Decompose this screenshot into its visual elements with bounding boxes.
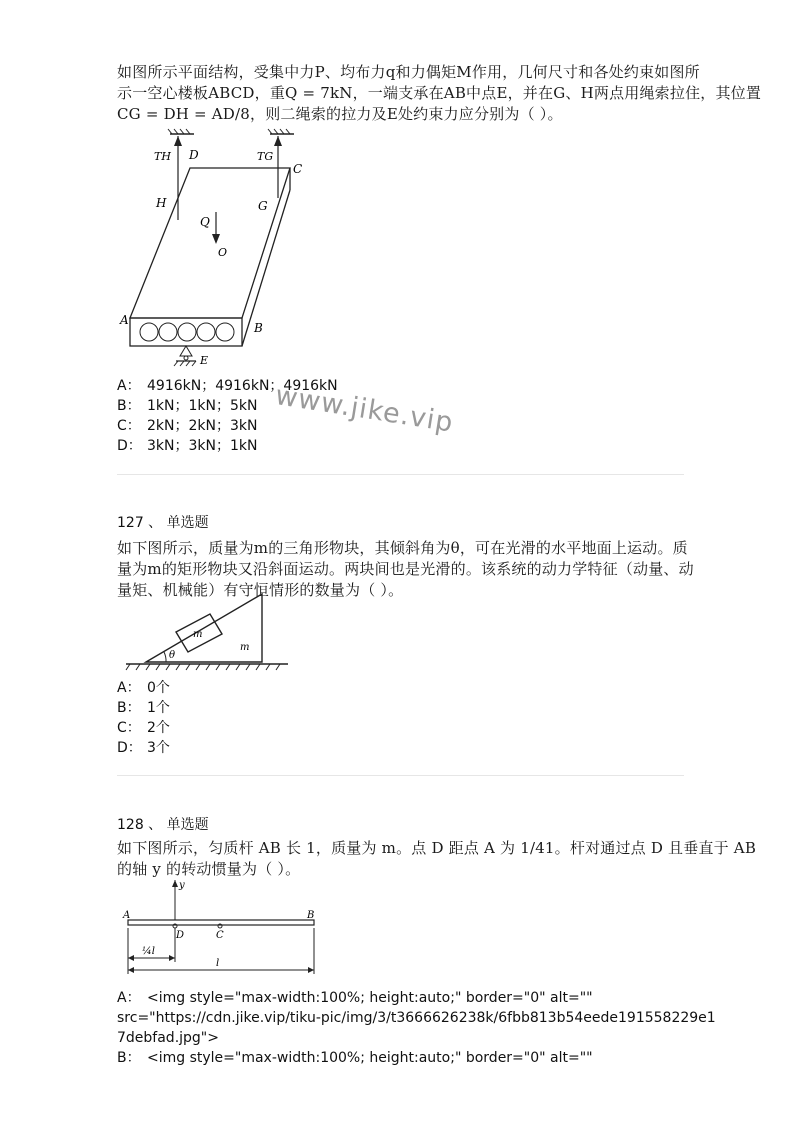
option-key: A： [117, 378, 141, 394]
option-text: 1kN；1kN；5kN [147, 398, 258, 414]
q127-stem-line-1: 如下图所示，质量为m的三角形物块，其倾斜角为θ，可在光滑的水平地面上运动。质 [117, 539, 688, 557]
q128-label-quarter: ¼l [142, 946, 155, 957]
q126-label-c: C [293, 162, 303, 176]
option-text: 3个 [147, 740, 170, 756]
q127-option-d[interactable] [117, 738, 170, 758]
q126-option-c[interactable] [117, 416, 257, 436]
q126-stem-line-3: CG = DH = AD/8，则二绳索的拉力及E处约束力应分别为（ ）。 [117, 105, 563, 123]
q126-stem [117, 62, 761, 125]
q126-label-a: A [120, 313, 129, 327]
q126-label-g: G [258, 199, 268, 213]
q128-label-l: l [216, 958, 220, 969]
option-text: 2个 [147, 720, 170, 736]
q127-label-angle: θ [169, 650, 176, 661]
option-text: <img style="max-width:100%; height:auto;" border="0" alt="" [147, 1050, 593, 1066]
q128-label-b: B [307, 910, 315, 921]
separator [117, 775, 684, 776]
option-key: C： [117, 720, 141, 736]
q128-label-c: C [216, 930, 224, 941]
option-text: 2kN；2kN；3kN [147, 418, 258, 434]
q127-option-b[interactable] [117, 698, 170, 718]
q126-label-e: E [200, 354, 209, 367]
q127-label-wedge: m [240, 642, 250, 653]
q126-figure-slab [112, 128, 312, 373]
q127-figure-wedge [120, 592, 290, 672]
q126-stem-line-2: 示一空心楼板ABCD，重Q = 7kN，一端支承在AB中点E，并在G、H两点用绳索拉住，其位置 [117, 84, 762, 102]
q128-stem-line-1: 如下图所示，匀质杆 AB 长 1，质量为 m。点 D 距点 A 为 1/41。杆对通过点 D 且垂直于 AB [117, 839, 757, 857]
option-text: 0个 [147, 680, 170, 696]
q128-option-a-line-2: src="https://cdn.jike.vip/tiku-pic/img/3/t3666626238k/6fbb813b54eede191558229e1 [117, 1010, 716, 1026]
option-key: D： [117, 740, 142, 756]
option-key: D： [117, 438, 142, 454]
q128-label-y: y [179, 880, 185, 891]
q126-label-th: TH [154, 150, 171, 163]
watermark: www.jike.vip [273, 380, 456, 439]
q127-option-a[interactable] [117, 678, 170, 698]
q126-label-b: B [254, 321, 263, 335]
q128-figure-rod [120, 878, 320, 978]
option-text: <img style="max-width:100%; height:auto;" border="0" alt="" [147, 990, 593, 1006]
q127-header: 127 、 单选题 [117, 515, 209, 531]
q127-label-block: m [193, 629, 203, 640]
q127-stem-line-3: 量矩、机械能）有守恒情形的数量为（ ）。 [117, 581, 404, 599]
q128-option-a[interactable] [117, 988, 593, 1008]
q128-option-b[interactable] [117, 1048, 593, 1068]
q126-label-o: O [218, 246, 228, 259]
option-text: 4916kN；4916kN；4916kN [147, 378, 338, 394]
option-key: A： [117, 680, 141, 696]
option-key: B： [117, 1050, 141, 1066]
q126-label-h: H [156, 196, 167, 210]
q126-label-q: Q [200, 215, 210, 229]
q126-stem-line-1: 如图所示平面结构，受集中力P、均布力q和力偶矩M作用，几何尺寸和各处约束如图所 [117, 63, 700, 81]
option-key: C： [117, 418, 141, 434]
option-key: B： [117, 700, 141, 716]
q128-header: 128 、 单选题 [117, 817, 209, 833]
option-key: B： [117, 398, 141, 414]
q126-label-d: D [189, 148, 199, 162]
q128-stem-line-2: 的轴 y 的转动惯量为（ ）。 [117, 860, 301, 878]
q127-stem-line-2: 量为m的矩形物块又沿斜面运动。两块间也是光滑的。该系统的动力学特征（动量、动 [117, 560, 694, 578]
q126-option-b[interactable] [117, 396, 257, 416]
option-text: 1个 [147, 700, 170, 716]
q128-label-d: D [176, 930, 185, 941]
q128-label-a: A [123, 910, 131, 921]
option-key: A： [117, 990, 141, 1006]
option-text: 3kN；3kN；1kN [147, 438, 258, 454]
separator [117, 474, 684, 475]
q126-label-tg: TG [257, 150, 274, 163]
q126-option-d[interactable] [117, 436, 257, 456]
q127-option-c[interactable] [117, 718, 170, 738]
q128-stem [117, 838, 756, 880]
q128-option-a-line-3: 7debfad.jpg"> [117, 1030, 219, 1046]
